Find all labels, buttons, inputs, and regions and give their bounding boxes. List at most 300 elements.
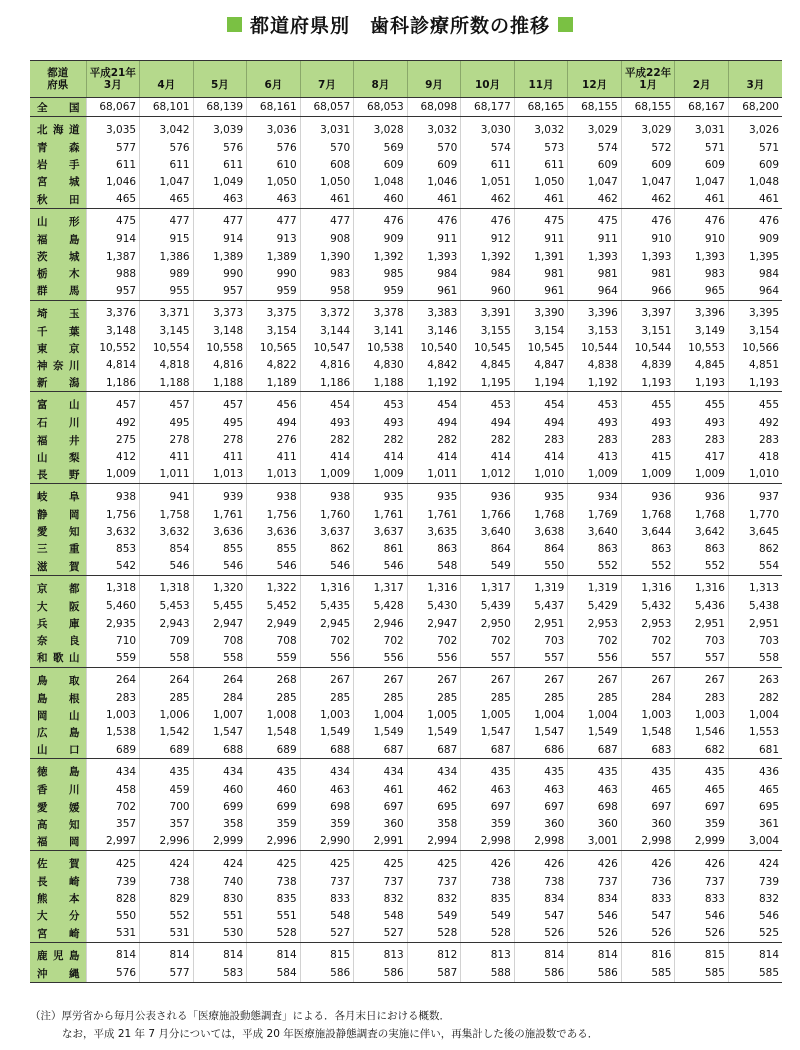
- count-cell: 571: [728, 139, 782, 156]
- count-cell: 68,098: [407, 98, 461, 117]
- count-cell: 853: [86, 540, 140, 557]
- count-cell: 702: [461, 632, 515, 649]
- count-cell: 5,460: [86, 598, 140, 615]
- count-cell: 990: [193, 265, 247, 282]
- count-cell: 462: [461, 191, 515, 209]
- count-cell: 435: [621, 759, 675, 782]
- count-cell: 587: [407, 965, 461, 983]
- count-cell: 1,548: [621, 724, 675, 741]
- count-cell: 68,067: [86, 98, 140, 117]
- count-cell: 5,439: [461, 598, 515, 615]
- count-cell: 526: [568, 925, 622, 943]
- count-cell: 68,057: [300, 98, 354, 117]
- count-cell: 282: [728, 690, 782, 707]
- count-cell: 3,029: [621, 117, 675, 140]
- table-row: [30, 798, 782, 815]
- prefecture-name: 大阪: [30, 598, 86, 615]
- count-cell: 267: [300, 667, 354, 690]
- count-cell: 493: [300, 414, 354, 431]
- count-cell: 2,991: [354, 833, 408, 851]
- prefecture-name: 大分: [30, 907, 86, 924]
- count-cell: 1,761: [354, 506, 408, 523]
- count-cell: 1,386: [140, 248, 194, 265]
- count-cell: 3,372: [300, 300, 354, 323]
- count-cell: 1,048: [728, 173, 782, 190]
- count-cell: 461: [407, 191, 461, 209]
- count-cell: 1,188: [354, 374, 408, 392]
- count-cell: 1,395: [728, 248, 782, 265]
- prefecture-name: 福島: [30, 231, 86, 248]
- count-cell: 546: [728, 907, 782, 924]
- table-row: [30, 816, 782, 833]
- count-cell: 1,546: [675, 724, 729, 741]
- month-header-year: [194, 67, 247, 79]
- count-cell: 5,452: [247, 598, 301, 615]
- count-cell: 686: [514, 741, 568, 759]
- count-cell: 530: [193, 925, 247, 943]
- table-row: [30, 466, 782, 484]
- count-cell: 414: [407, 449, 461, 466]
- count-cell: 1,003: [621, 707, 675, 724]
- count-cell: 461: [514, 191, 568, 209]
- prefecture-name: 熊本: [30, 890, 86, 907]
- count-cell: 5,429: [568, 598, 622, 615]
- count-cell: 1,322: [247, 575, 301, 598]
- count-cell: 814: [193, 942, 247, 965]
- count-cell: 834: [514, 890, 568, 907]
- count-cell: 492: [728, 414, 782, 431]
- count-cell: 10,545: [461, 340, 515, 357]
- count-cell: 455: [675, 392, 729, 415]
- count-cell: 1,393: [407, 248, 461, 265]
- prefecture-name: 三重: [30, 540, 86, 557]
- count-cell: 3,154: [247, 323, 301, 340]
- count-cell: 460: [193, 781, 247, 798]
- count-cell: 702: [407, 632, 461, 649]
- count-cell: 413: [568, 449, 622, 466]
- count-cell: 3,375: [247, 300, 301, 323]
- count-cell: 4,816: [193, 357, 247, 374]
- table-row: [30, 231, 782, 248]
- count-cell: 494: [247, 414, 301, 431]
- count-cell: 3,148: [193, 323, 247, 340]
- count-cell: 463: [461, 781, 515, 798]
- count-cell: 3,373: [193, 300, 247, 323]
- count-cell: 435: [675, 759, 729, 782]
- count-cell: 964: [728, 282, 782, 300]
- prefecture-name: 滋賀: [30, 558, 86, 576]
- count-cell: 934: [568, 484, 622, 507]
- count-cell: 1,390: [300, 248, 354, 265]
- count-cell: 558: [728, 649, 782, 667]
- count-cell: 911: [568, 231, 622, 248]
- count-cell: 609: [568, 156, 622, 173]
- count-cell: 609: [621, 156, 675, 173]
- count-cell: 985: [354, 265, 408, 282]
- count-cell: 68,200: [728, 98, 782, 117]
- count-cell: 1,010: [728, 466, 782, 484]
- count-cell: 862: [728, 540, 782, 557]
- table-row: [30, 575, 782, 598]
- count-cell: 3,028: [354, 117, 408, 140]
- count-cell: 1,549: [407, 724, 461, 741]
- count-cell: 278: [193, 431, 247, 448]
- count-cell: 3,632: [140, 523, 194, 540]
- prefecture-name: 静岡: [30, 506, 86, 523]
- count-cell: 267: [621, 667, 675, 690]
- count-cell: 702: [300, 632, 354, 649]
- count-cell: 3,026: [728, 117, 782, 140]
- count-cell: 585: [675, 965, 729, 983]
- count-cell: 414: [514, 449, 568, 466]
- count-cell: 697: [461, 798, 515, 815]
- count-cell: 1,547: [193, 724, 247, 741]
- count-cell: 455: [621, 392, 675, 415]
- count-cell: 460: [354, 191, 408, 209]
- count-cell: 358: [407, 816, 461, 833]
- count-cell: 285: [461, 690, 515, 707]
- count-cell: 547: [621, 907, 675, 924]
- count-cell: 546: [675, 907, 729, 924]
- count-cell: 1,012: [461, 466, 515, 484]
- table-row: [30, 191, 782, 209]
- count-cell: 68,101: [140, 98, 194, 117]
- count-cell: 68,167: [675, 98, 729, 117]
- count-cell: 3,154: [514, 323, 568, 340]
- count-cell: 267: [407, 667, 461, 690]
- table-row: [30, 890, 782, 907]
- prefecture-name: 福岡: [30, 833, 86, 851]
- count-cell: 739: [728, 873, 782, 890]
- count-cell: 3,396: [675, 300, 729, 323]
- count-cell: 938: [86, 484, 140, 507]
- count-cell: 611: [193, 156, 247, 173]
- count-cell: 1,542: [140, 724, 194, 741]
- count-cell: 525: [728, 925, 782, 943]
- count-cell: 832: [728, 890, 782, 907]
- count-cell: 495: [193, 414, 247, 431]
- count-cell: 576: [140, 139, 194, 156]
- count-cell: 739: [86, 873, 140, 890]
- count-cell: 855: [247, 540, 301, 557]
- month-header-year: [140, 67, 193, 79]
- count-cell: 411: [247, 449, 301, 466]
- count-cell: 556: [407, 649, 461, 667]
- count-cell: 546: [193, 558, 247, 576]
- count-cell: 1,186: [86, 374, 140, 392]
- count-cell: 1,188: [140, 374, 194, 392]
- month-header-year: [568, 67, 621, 79]
- count-cell: 703: [675, 632, 729, 649]
- count-cell: 1,047: [621, 173, 675, 190]
- count-cell: 547: [514, 907, 568, 924]
- count-cell: 1,010: [514, 466, 568, 484]
- count-cell: 282: [407, 431, 461, 448]
- count-cell: 609: [354, 156, 408, 173]
- count-cell: 425: [247, 851, 301, 874]
- prefecture-name: 石川: [30, 414, 86, 431]
- count-cell: 702: [86, 798, 140, 815]
- count-cell: 586: [514, 965, 568, 983]
- count-cell: 576: [86, 965, 140, 983]
- count-cell: 550: [86, 907, 140, 924]
- count-cell: 909: [728, 231, 782, 248]
- count-cell: 814: [514, 942, 568, 965]
- count-cell: 3,029: [568, 117, 622, 140]
- count-cell: 1,317: [354, 575, 408, 598]
- count-cell: 936: [461, 484, 515, 507]
- count-cell: 546: [568, 907, 622, 924]
- count-cell: 574: [461, 139, 515, 156]
- count-cell: 465: [140, 191, 194, 209]
- count-cell: 835: [247, 890, 301, 907]
- count-cell: 5,438: [728, 598, 782, 615]
- count-cell: 862: [300, 540, 354, 557]
- count-cell: 830: [193, 890, 247, 907]
- count-cell: 5,436: [675, 598, 729, 615]
- count-cell: 2,996: [140, 833, 194, 851]
- count-cell: 702: [621, 632, 675, 649]
- count-cell: 1,004: [568, 707, 622, 724]
- count-cell: 738: [514, 873, 568, 890]
- count-cell: 3,642: [675, 523, 729, 540]
- count-cell: 736: [621, 873, 675, 890]
- count-cell: 835: [461, 890, 515, 907]
- table-row: [30, 208, 782, 231]
- count-cell: 5,428: [354, 598, 408, 615]
- count-cell: 10,566: [728, 340, 782, 357]
- count-cell: 278: [140, 431, 194, 448]
- count-cell: 610: [247, 156, 301, 173]
- count-cell: 557: [514, 649, 568, 667]
- count-cell: 814: [568, 942, 622, 965]
- count-cell: 586: [354, 965, 408, 983]
- prefecture-name: 新潟: [30, 374, 86, 392]
- count-cell: 814: [728, 942, 782, 965]
- count-cell: 68,053: [354, 98, 408, 117]
- count-cell: 461: [728, 191, 782, 209]
- count-cell: 813: [461, 942, 515, 965]
- count-cell: 2,998: [621, 833, 675, 851]
- count-cell: 3,151: [621, 323, 675, 340]
- count-cell: 418: [728, 449, 782, 466]
- count-cell: 1,761: [407, 506, 461, 523]
- count-cell: 285: [140, 690, 194, 707]
- count-cell: 687: [407, 741, 461, 759]
- count-cell: 359: [247, 816, 301, 833]
- count-cell: 552: [621, 558, 675, 576]
- count-cell: 426: [514, 851, 568, 874]
- count-cell: 285: [568, 690, 622, 707]
- count-cell: 864: [461, 540, 515, 557]
- count-cell: 984: [461, 265, 515, 282]
- count-cell: 687: [354, 741, 408, 759]
- count-cell: 577: [140, 965, 194, 983]
- count-cell: 3,640: [568, 523, 622, 540]
- count-cell: 426: [621, 851, 675, 874]
- count-cell: 3,042: [140, 117, 194, 140]
- count-cell: 1,009: [300, 466, 354, 484]
- count-cell: 435: [514, 759, 568, 782]
- count-cell: 812: [407, 942, 461, 965]
- prefecture-name: 北海道: [30, 117, 86, 140]
- count-cell: 1,768: [514, 506, 568, 523]
- count-cell: 1,046: [86, 173, 140, 190]
- count-cell: 697: [354, 798, 408, 815]
- count-cell: 584: [247, 965, 301, 983]
- count-cell: 359: [300, 816, 354, 833]
- count-cell: 551: [193, 907, 247, 924]
- count-cell: 1,553: [728, 724, 782, 741]
- count-cell: 477: [247, 208, 301, 231]
- count-cell: 833: [621, 890, 675, 907]
- count-cell: 462: [407, 781, 461, 798]
- month-column-header: [461, 61, 515, 98]
- count-cell: 3,031: [675, 117, 729, 140]
- count-cell: 611: [86, 156, 140, 173]
- count-cell: 463: [300, 781, 354, 798]
- table-row: [30, 374, 782, 392]
- count-cell: 1,004: [728, 707, 782, 724]
- count-cell: 1,009: [675, 466, 729, 484]
- count-cell: 1,195: [461, 374, 515, 392]
- count-cell: 834: [568, 890, 622, 907]
- count-cell: 3,036: [247, 117, 301, 140]
- count-cell: 958: [300, 282, 354, 300]
- table-row: [30, 781, 782, 798]
- table-row: [30, 523, 782, 540]
- count-cell: 2,947: [407, 615, 461, 632]
- count-cell: 1,316: [407, 575, 461, 598]
- month-header-month: 1月: [639, 79, 658, 91]
- month-header-month: 6月: [264, 79, 283, 91]
- count-cell: 268: [247, 667, 301, 690]
- count-cell: 1,770: [728, 506, 782, 523]
- prefecture-name: 島根: [30, 690, 86, 707]
- count-cell: 1,317: [461, 575, 515, 598]
- count-cell: 961: [407, 282, 461, 300]
- count-cell: 1,758: [140, 506, 194, 523]
- count-cell: 267: [514, 667, 568, 690]
- count-cell: 682: [675, 741, 729, 759]
- month-column-header: [568, 61, 622, 98]
- count-cell: 936: [675, 484, 729, 507]
- count-cell: 1,549: [354, 724, 408, 741]
- month-column-header: [621, 61, 675, 98]
- table-row: [30, 300, 782, 323]
- prefecture-name: 山梨: [30, 449, 86, 466]
- count-cell: 454: [300, 392, 354, 415]
- count-cell: 458: [86, 781, 140, 798]
- count-cell: 1,192: [407, 374, 461, 392]
- green-square-icon: [558, 17, 573, 32]
- count-cell: 815: [300, 942, 354, 965]
- count-cell: 10,558: [193, 340, 247, 357]
- count-cell: 462: [621, 191, 675, 209]
- count-cell: 959: [354, 282, 408, 300]
- count-cell: 456: [247, 392, 301, 415]
- count-cell: 434: [354, 759, 408, 782]
- table-row: [30, 506, 782, 523]
- count-cell: 2,945: [300, 615, 354, 632]
- count-cell: 3,155: [461, 323, 515, 340]
- count-cell: 68,161: [247, 98, 301, 117]
- count-cell: 861: [354, 540, 408, 557]
- count-cell: 454: [407, 392, 461, 415]
- count-cell: 3,383: [407, 300, 461, 323]
- count-cell: 494: [407, 414, 461, 431]
- count-cell: 3,001: [568, 833, 622, 851]
- prefecture-name: 広島: [30, 724, 86, 741]
- count-cell: 558: [140, 649, 194, 667]
- count-cell: 3,632: [86, 523, 140, 540]
- count-cell: 527: [354, 925, 408, 943]
- count-cell: 546: [140, 558, 194, 576]
- count-cell: 576: [247, 139, 301, 156]
- month-column-header: [300, 61, 354, 98]
- count-cell: 1,193: [621, 374, 675, 392]
- count-cell: 697: [675, 798, 729, 815]
- count-cell: 477: [193, 208, 247, 231]
- count-cell: 989: [140, 265, 194, 282]
- count-cell: 426: [675, 851, 729, 874]
- count-cell: 2,947: [193, 615, 247, 632]
- count-cell: 283: [675, 690, 729, 707]
- month-header-month: 12月: [582, 79, 608, 91]
- count-cell: 1,393: [568, 248, 622, 265]
- count-cell: 2,990: [300, 833, 354, 851]
- count-cell: 462: [568, 191, 622, 209]
- count-cell: 527: [300, 925, 354, 943]
- count-cell: 1,756: [86, 506, 140, 523]
- count-cell: 5,432: [621, 598, 675, 615]
- count-cell: 1,009: [621, 466, 675, 484]
- count-cell: 552: [140, 907, 194, 924]
- count-cell: 283: [621, 431, 675, 448]
- prefecture-name: 岩手: [30, 156, 86, 173]
- count-cell: 1,194: [514, 374, 568, 392]
- count-cell: 267: [461, 667, 515, 690]
- count-cell: 3,032: [514, 117, 568, 140]
- count-cell: 2,951: [675, 615, 729, 632]
- prefecture-name: 徳島: [30, 759, 86, 782]
- prefecture-name: 山形: [30, 208, 86, 231]
- count-cell: 2,999: [675, 833, 729, 851]
- count-cell: 965: [675, 282, 729, 300]
- count-cell: 285: [300, 690, 354, 707]
- count-cell: 556: [568, 649, 622, 667]
- count-cell: 609: [728, 156, 782, 173]
- data-table: [30, 60, 782, 983]
- count-cell: 426: [461, 851, 515, 874]
- count-cell: 1,768: [621, 506, 675, 523]
- month-column-header: [354, 61, 408, 98]
- table-row: [30, 942, 782, 965]
- count-cell: 681: [728, 741, 782, 759]
- footnote-line-2: なお，平成 21 年 7 月分については，平成 20 年医療施設静態調査の実施に伴い，再集計した後の施設数である．: [62, 1028, 599, 1040]
- prefecture-name: 愛媛: [30, 798, 86, 815]
- count-cell: 1,193: [728, 374, 782, 392]
- count-cell: 434: [300, 759, 354, 782]
- count-cell: 4,814: [86, 357, 140, 374]
- count-cell: 1,766: [461, 506, 515, 523]
- count-cell: 984: [728, 265, 782, 282]
- prefecture-name: 和歌山: [30, 649, 86, 667]
- count-cell: 3,144: [300, 323, 354, 340]
- count-cell: 357: [140, 816, 194, 833]
- table-row: [30, 392, 782, 415]
- count-cell: 864: [514, 540, 568, 557]
